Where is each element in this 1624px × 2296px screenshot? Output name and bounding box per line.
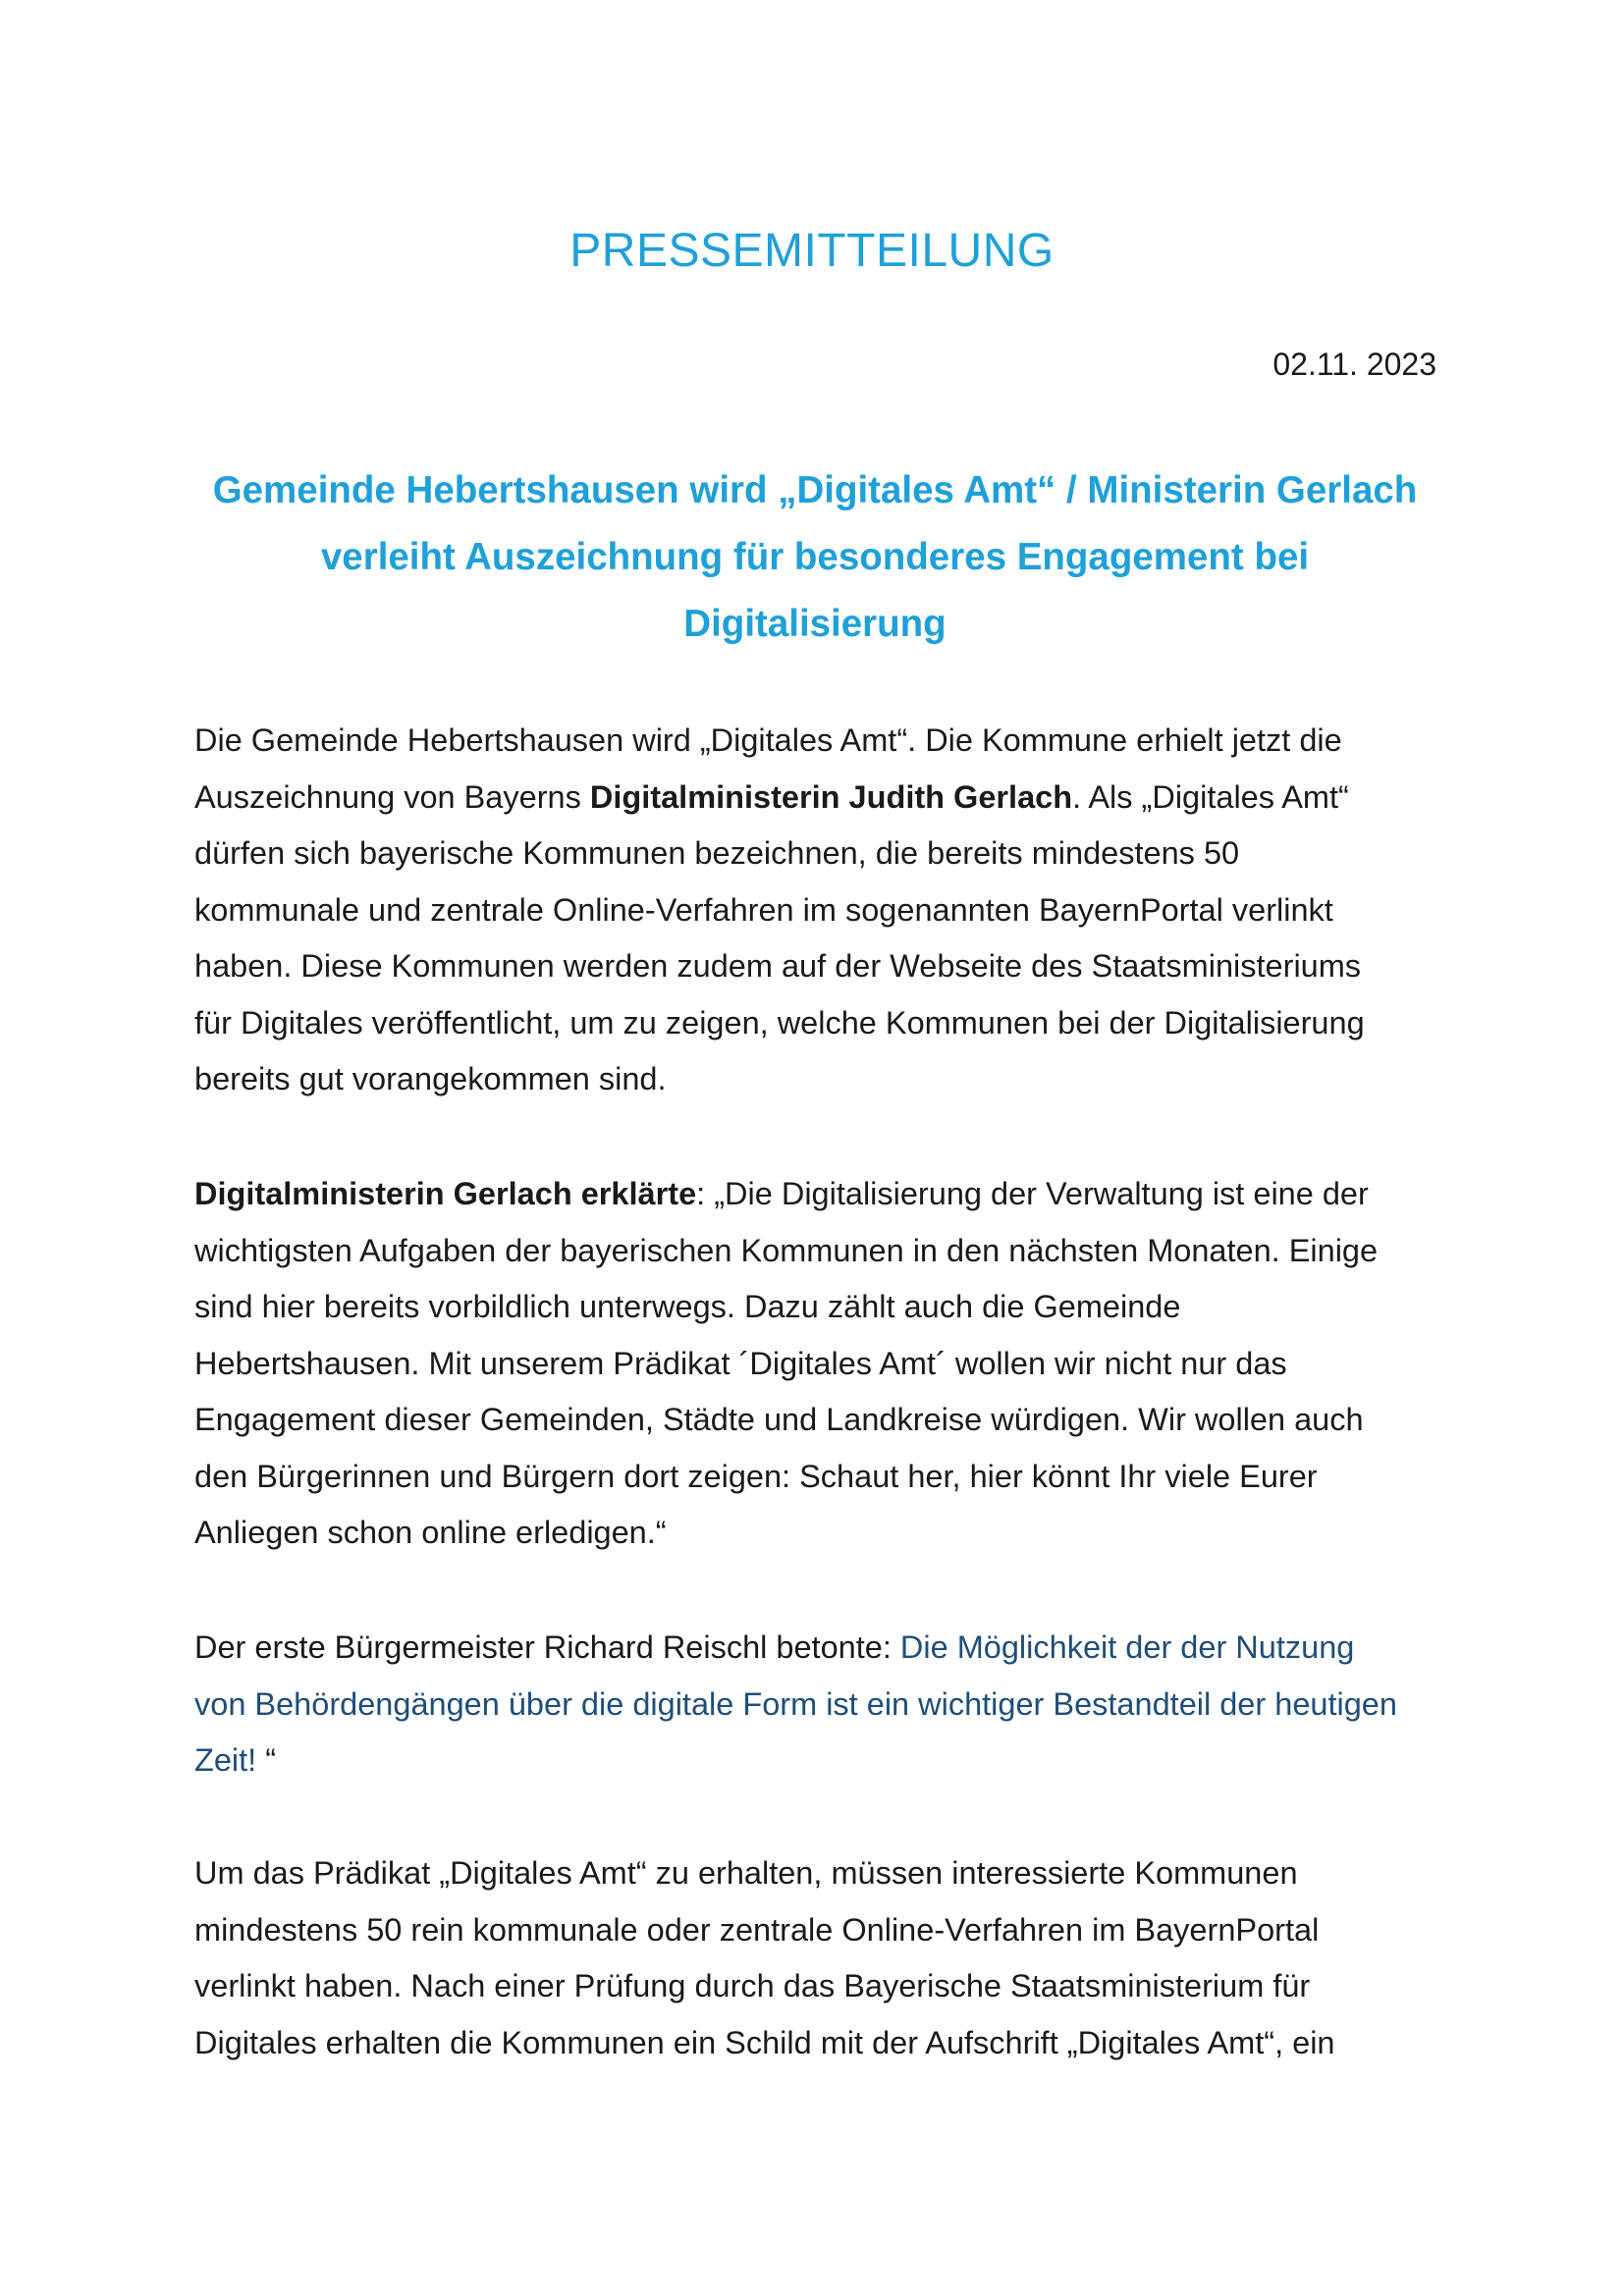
text-line: [194, 1620, 1439, 1677]
text-line: mindestens 50 rein kommunale oder zentrale Online-Verfahren im BayernPortal: [194, 1911, 1320, 1948]
text-line: wichtigsten Aufgaben der bayerischen Kommunen in den nächsten Monaten. Einige: [194, 1232, 1379, 1268]
text-span: Auszeichnung von Bayerns: [194, 778, 590, 815]
mayor-quote-text: von Behördengängen über die digitale Form ist ein wichtiger Bestandteil der heutigen: [194, 1685, 1397, 1722]
text-line: verlinkt haben. Nach einer Prüfung durch das Bayerische Staatsministerium für: [194, 1968, 1311, 2003]
paragraph-intro: [194, 713, 1439, 1108]
text-line: Digitales erhalten die Kommunen ein Schild mit der Aufschrift „Digitales Amt“, ein: [194, 2024, 1335, 2060]
paragraph-minister-quote: [194, 1166, 1439, 1562]
text-line: Die Gemeinde Hebertshausen wird „Digitales Amt“. Die Kommune erhielt jetzt die: [194, 722, 1342, 758]
text-line: sind hier bereits vorbildlich unterwegs. Dazu zählt auch die Gemeinde: [194, 1289, 1181, 1324]
mayor-quote-text: Zeit!: [194, 1742, 266, 1778]
text-line: haben. Diese Kommunen werden zudem auf der Webseite des Staatsministeriums: [194, 948, 1362, 984]
minister-name-bold: Digitalministerin Judith Gerlach: [589, 778, 1073, 815]
text-line: Anliegen schon online erledigen.“: [194, 1515, 667, 1550]
paragraph-mayor-quote: [194, 1620, 1439, 1789]
text-line: dürfen sich bayerische Kommunen bezeichnen, die bereits mindestens 50: [194, 835, 1240, 871]
text-line: [194, 1166, 1439, 1223]
text-line: den Bürgerinnen und Bürgern dort zeigen: Schaut her, hier könnt Ihr viele Eurer: [194, 1458, 1318, 1494]
document-type-title: PRESSEMITTEILUNG: [569, 225, 1055, 277]
text-line: Um das Prädikat „Digitales Amt“ zu erhalten, müssen interessierte Kommunen: [194, 1855, 1298, 1891]
speaker-bold: Digitalministerin Gerlach erklärte: [194, 1176, 697, 1211]
text-line: Engagement dieser Gemeinden, Städte und Landkreise würdigen. Wir wollen auch: [194, 1402, 1364, 1437]
paragraph-requirements: [194, 1845, 1439, 2071]
headline-line: verleiht Auszeichnung für besonderes Engagement bei: [320, 536, 1310, 578]
headline-line: Gemeinde Hebertshausen wird „Digitales Amt“ / Ministerin Gerlach: [212, 469, 1418, 511]
text-line: kommunale und zentrale Online-Verfahren im sogenannten BayernPortal verlinkt: [194, 891, 1333, 928]
headline-line: Digitalisierung: [683, 603, 947, 645]
mayor-quote-text: Die Möglichkeit der der Nutzung: [899, 1629, 1355, 1665]
text-line: bereits gut vorangekommen sind.: [194, 1061, 667, 1096]
closing-quote-mark: “: [265, 1742, 277, 1778]
text-line: [194, 770, 1439, 827]
text-span: Der erste Bürgermeister Richard Reischl betonte:: [194, 1629, 900, 1665]
release-date: 02.11. 2023: [1272, 347, 1436, 382]
text-line: Hebertshausen. Mit unserem Prädikat ´Digitales Amt´ wollen wir nicht nur das: [194, 1345, 1287, 1381]
press-headline: [194, 457, 1435, 658]
text-line: [194, 1733, 1439, 1789]
text-span: . Als „Digitales Amt“: [1072, 778, 1349, 815]
text-span: : „Die Digitalisierung der Verwaltung ist eine der: [696, 1176, 1369, 1211]
text-line: für Digitales veröffentlicht, um zu zeigen, welche Kommunen bei der Digitalisierung: [194, 1004, 1365, 1041]
